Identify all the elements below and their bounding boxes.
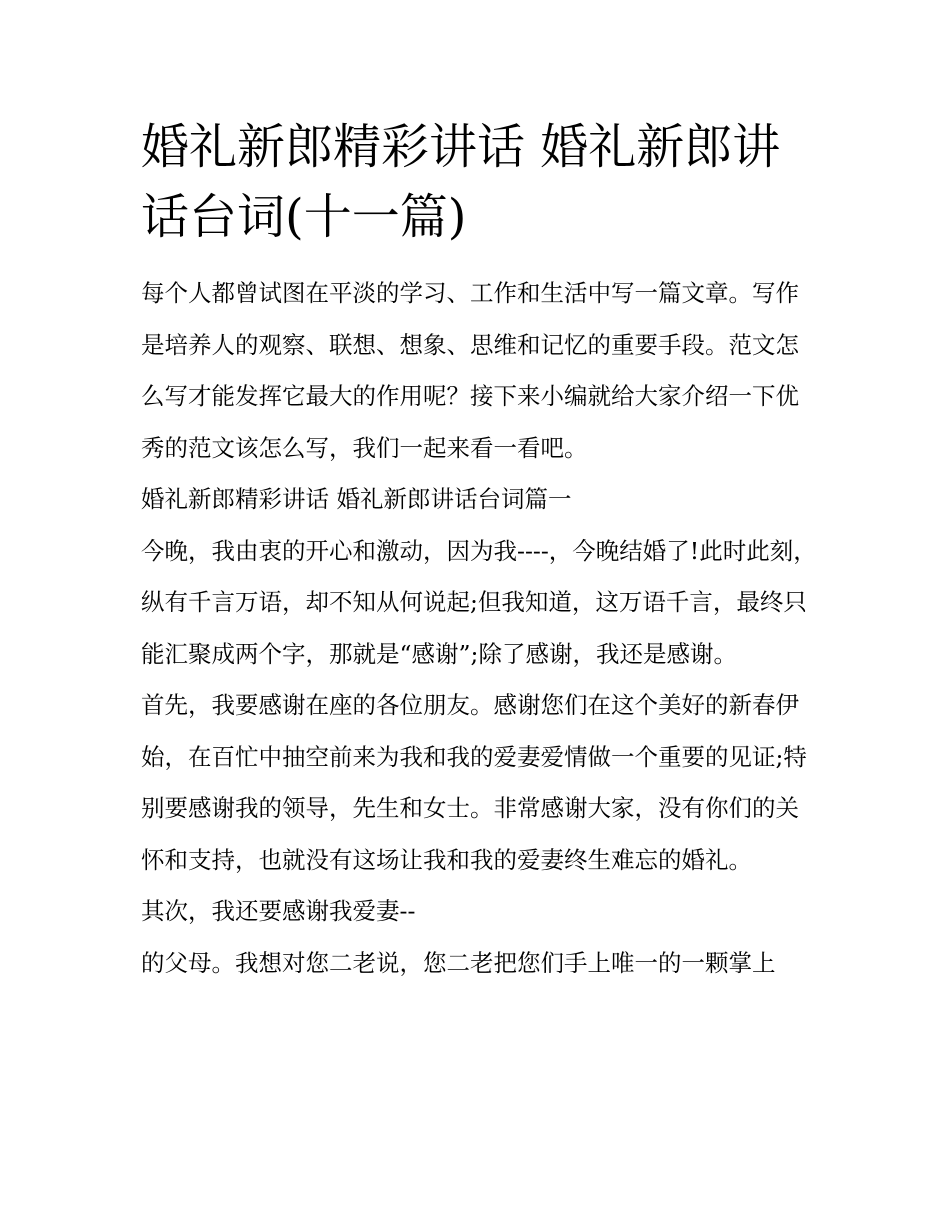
body-paragraph: 其次，我还要感谢我爱妻-- xyxy=(141,897,416,925)
body-paragraph: 今晚，我由衷的开心和激动，因为我----，今晚结婚了!此时此刻，纵有千言万语，却不知从何说起;但我知道，这万语千言，最终只能汇聚成两个字，那就是“感谢”;除了感谢，我还是感谢。 xyxy=(141,536,817,668)
section-heading: 婚礼新郎精彩讲话 婚礼新郎讲话台词篇一 xyxy=(141,485,572,513)
document-title: 婚礼新郎精彩讲话 婚礼新郎讲话台词(十一篇) xyxy=(141,119,781,245)
intro-paragraph: 每个人都曾试图在平淡的学习、工作和生活中写一篇文章。写作是培养人的观察、联想、想象、思维和记忆的重要手段。范文怎么写才能发挥它最大的作用呢？接下来小编就给大家介绍一下优秀的范文该怎么写，我们一起来看一看吧。 xyxy=(141,279,799,462)
body-paragraph: 首先，我要感谢在座的各位朋友。感谢您们在这个美好的新春伊始，在百忙中抽空前来为我和我的爱妻爱情做一个重要的见证;特别要感谢我的领导，先生和女士。非常感谢大家，没有你们的关怀和支持，也就没有这场让我和我的爱妻终生难忘的婚礼。 xyxy=(141,691,807,874)
document-content xyxy=(141,112,817,989)
document-body xyxy=(141,268,817,989)
body-paragraph: 的父母。我想对您二老说，您二老把您们手上唯一的一颗掌上 xyxy=(141,948,776,977)
